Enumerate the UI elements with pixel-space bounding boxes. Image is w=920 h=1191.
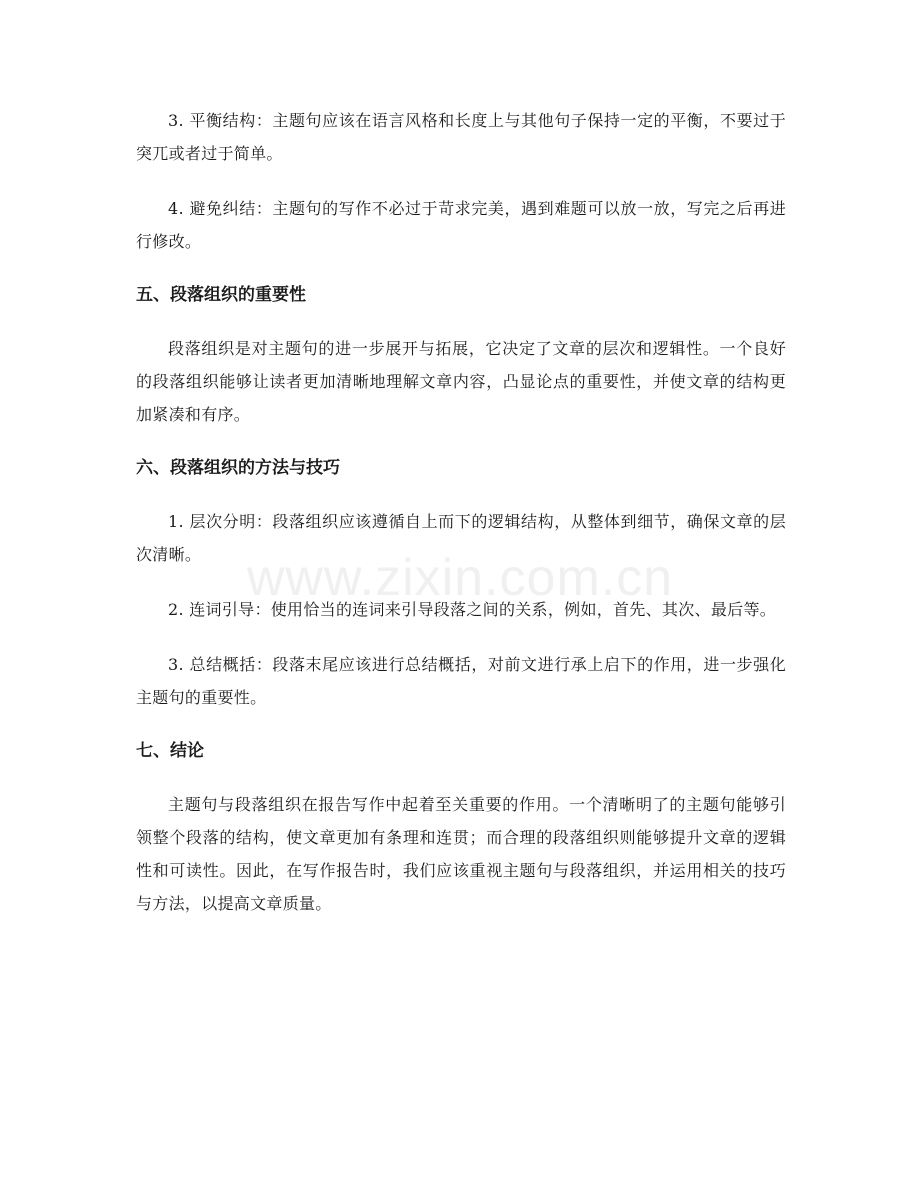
list-item: 3. 平衡结构：主题句应该在语言风格和长度上与其他句子保持一定的平衡，不要过于突兀或者过于简单。 xyxy=(136,111,786,163)
watermark: www.zixin.com.cn xyxy=(246,549,674,607)
list-item: 3. 总结概括：段落末尾应该进行总结概括，对前文进行承上启下的作用，进一步强化主题句的重要性。 xyxy=(136,655,786,707)
list-item: 4. 避免纠结：主题句的写作不必过于苛求完美，遇到难题可以放一放，写完之后再进行修改。 xyxy=(136,199,786,251)
document-body xyxy=(136,104,786,942)
list-item: 1. 层次分明：段落组织应该遵循自上而下的逻辑结构，从整体到细节，确保文章的层次清晰。 xyxy=(136,512,786,564)
list-item: 2. 连词引导：使用恰当的连词来引导段落之间的关系，例如，首先、其次、最后等。 xyxy=(168,600,777,619)
section-heading: 七、结论 xyxy=(136,741,204,761)
section-heading: 六、段落组织的方法与技巧 xyxy=(136,458,340,478)
conclusion-paragraph: 主题句与段落组织在报告写作中起着至关重要的作用。一个清晰明了的主题句能够引领整个段落的结构，使文章更加有条理和连贯；而合理的段落组织则能够提升文章的逻辑性和可读性。因此，在写作报告时，我们应该重视主题句与段落组织，并运用相关的技巧与方法，以提高文章质量。 xyxy=(136,795,786,913)
section-heading: 五、段落组织的重要性 xyxy=(136,285,306,305)
section-paragraph: 段落组织是对主题句的进一步展开与拓展，它决定了文章的层次和逻辑性。一个良好的段落组织能够让读者更加清晰地理解文章内容，凸显论点的重要性，并使文章的结构更加紧凑和有序。 xyxy=(136,339,786,424)
